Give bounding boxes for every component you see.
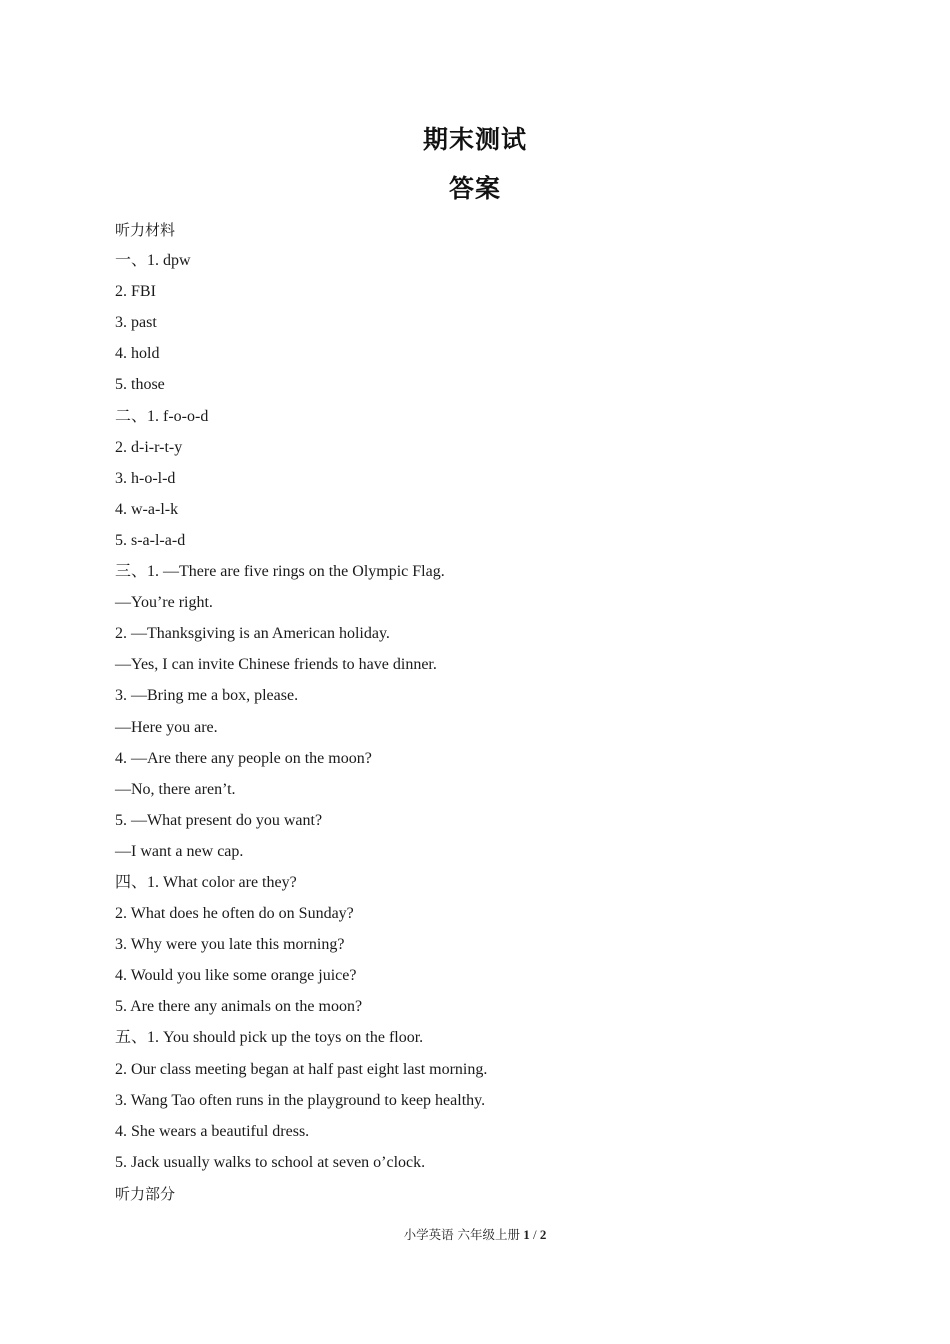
page-number-separator: / — [533, 1227, 537, 1242]
text-line: 5. Are there any animals on the moon? — [115, 998, 363, 1016]
text-line: 3. Why were you late this morning? — [115, 936, 345, 954]
section-heading-listening-material: 听力材料 — [115, 221, 176, 239]
text-line: —I want a new cap. — [115, 842, 244, 860]
text-line: 2. d-i-r-t-y — [115, 438, 183, 456]
page-number-current: 1 — [523, 1227, 530, 1242]
text-line: 五、1. You should pick up the toys on the floor. — [115, 1029, 424, 1047]
text-line: 5. —What present do you want? — [115, 811, 323, 829]
text-line: 2. Our class meeting began at half past eight last morning. — [115, 1060, 488, 1078]
text-line: —You’re right. — [115, 594, 213, 612]
text-line: 5. s-a-l-a-d — [115, 531, 186, 549]
page-number-total: 2 — [539, 1227, 547, 1242]
text-line: 3. h-o-l-d — [115, 469, 176, 487]
text-line: 2. FBI — [115, 283, 156, 301]
text-line: 5. Jack usually walks to school at seven o’clock. — [115, 1153, 426, 1171]
answer-content — [115, 218, 875, 1213]
text-line: 二、1. f-o-o-d — [115, 407, 209, 425]
text-line: 4. She wears a beautiful dress. — [115, 1122, 310, 1140]
text-line: —No, there aren’t. — [115, 780, 236, 798]
text-line: 4. —Are there any people on the moon? — [115, 749, 372, 767]
text-line: 三、1. —There are five rings on the Olympic Flag. — [115, 563, 445, 581]
text-line: 5. those — [115, 376, 165, 394]
text-line: 4. Would you like some orange juice? — [115, 967, 357, 985]
text-line: 2. —Thanksgiving is an American holiday. — [115, 625, 390, 643]
page-title: 期末测试 — [422, 125, 527, 154]
text-line: 4. hold — [115, 345, 160, 363]
section-heading-listening-part: 听力部分 — [115, 1184, 176, 1203]
text-line: 3. past — [115, 314, 157, 332]
text-line: 一、1. dpw — [115, 252, 191, 270]
footer-label: 小学英语 六年级上册 — [403, 1227, 521, 1242]
text-line: —Yes, I can invite Chinese friends to have dinner. — [115, 656, 437, 674]
text-line: 2. What does he often do on Sunday? — [115, 905, 354, 923]
page-subtitle: 答案 — [448, 174, 501, 203]
text-line: —Here you are. — [115, 718, 218, 736]
text-line: 四、1. What color are they? — [115, 873, 297, 891]
text-line: 3. Wang Tao often runs in the playground to keep healthy. — [115, 1091, 486, 1109]
page-footer — [0, 1226, 950, 1244]
text-line: 3. —Bring me a box, please. — [115, 687, 299, 705]
text-line: 4. w-a-l-k — [115, 500, 179, 518]
